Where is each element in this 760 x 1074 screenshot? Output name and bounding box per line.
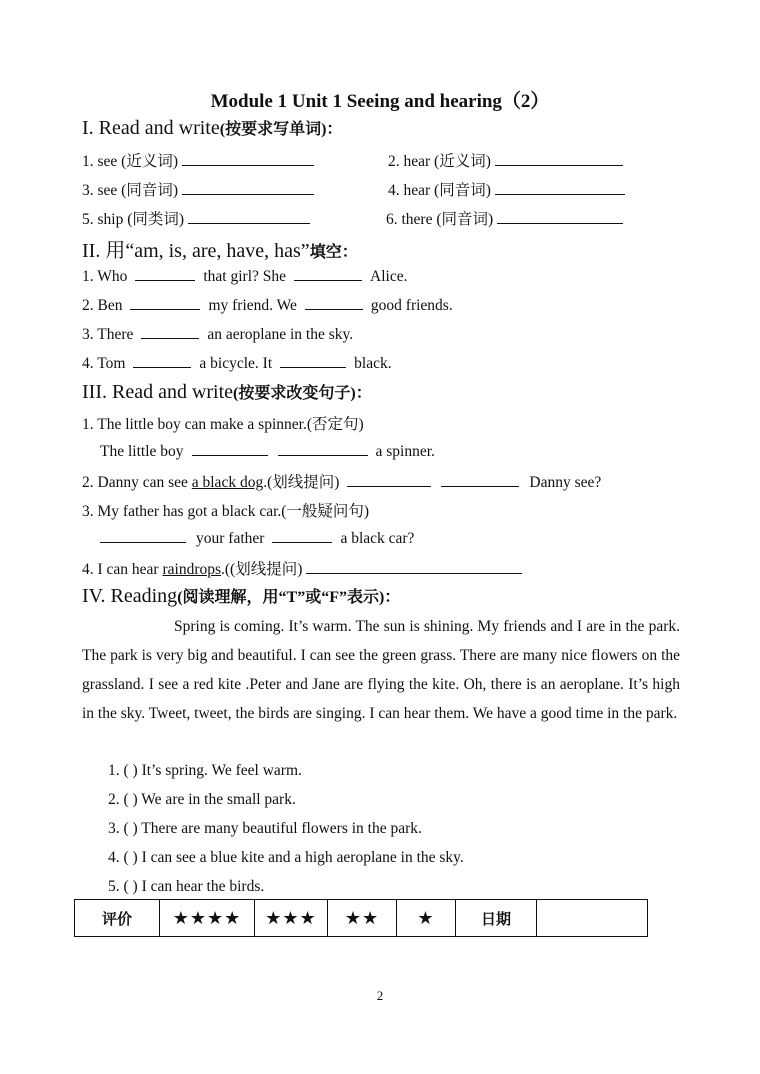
section-2-title: II. 用“am, is, are, have, has” [82, 240, 310, 262]
answer-blank[interactable] [495, 151, 623, 166]
date-label: 日期 [456, 900, 537, 937]
s2-line-4-b: a bicycle. It [199, 355, 273, 372]
s2-line-1-a: 1. Who [82, 268, 128, 285]
answer-blank[interactable] [495, 180, 625, 195]
s2-line-4-a: 4. Tom [82, 355, 126, 372]
rating-one-star[interactable]: ★ [397, 900, 456, 937]
evaluation-table [74, 899, 648, 937]
s2-line-3 [82, 324, 353, 344]
answer-blank[interactable] [306, 559, 522, 574]
answer-blank[interactable] [133, 353, 191, 368]
s3-q4-a: 4. I can hear [82, 561, 163, 578]
answer-blank[interactable] [280, 353, 346, 368]
date-value-cell[interactable] [537, 900, 648, 937]
s1-item-2 [388, 149, 627, 171]
section-1-title: I. Read and write [82, 117, 220, 139]
section-3-heading [82, 380, 372, 404]
s3-q4 [82, 557, 526, 579]
s2-line-3-b: an aeroplane in the sky. [207, 326, 354, 343]
s1-item-6-text: 6. there (同音词) [386, 211, 494, 228]
s2-line-2-a: 2. Ben [82, 297, 123, 314]
reading-question-5: 5. ( ) I can hear the birds. [108, 878, 265, 895]
s1-item-5 [82, 207, 314, 229]
answer-blank[interactable] [347, 472, 431, 487]
s1-item-3-text: 3. see (同音词) [82, 182, 178, 199]
reading-question-4: 4. ( ) I can see a blue kite and a high aeroplane in the sky. [108, 849, 464, 866]
answer-blank[interactable] [441, 472, 519, 487]
evaluation-label: 评价 [75, 900, 160, 937]
s3-q2-b: .(划线提问) [263, 474, 340, 491]
s2-line-1-c: Alice. [370, 268, 408, 285]
rating-four-stars[interactable]: ★★★★ [160, 900, 255, 937]
section-4-heading [82, 584, 400, 608]
s3-q2 [82, 470, 601, 492]
s1-item-4-text: 4. hear (同音词) [388, 182, 491, 199]
answer-blank[interactable] [278, 441, 368, 456]
rating-two-stars[interactable]: ★★ [328, 900, 397, 937]
answer-blank[interactable] [192, 441, 268, 456]
answer-blank[interactable] [130, 295, 200, 310]
s3-q1-answer-line [100, 441, 435, 461]
page-title: Module 1 Unit 1 Seeing and hearing（2） [210, 91, 550, 112]
answer-blank[interactable] [272, 528, 332, 543]
answer-blank[interactable] [182, 180, 314, 195]
s3-q4-b: .((划线提问) [221, 561, 303, 578]
reading-question-1: 1. ( ) It’s spring. We feel warm. [108, 762, 302, 779]
s1-item-1-text: 1. see (近义词) [82, 153, 178, 170]
s3-q2-c: Danny see? [529, 474, 602, 491]
s3-q3-answer-line [100, 528, 414, 548]
s3-q4-underlined: raindrops [162, 561, 222, 578]
s2-line-3-a: 3. There [82, 326, 134, 343]
answer-blank[interactable] [188, 209, 310, 224]
s3-q1: 1. The little boy can make a spinner.(否定句) [82, 416, 364, 433]
answer-blank[interactable] [497, 209, 623, 224]
s3-q2-underlined: a black dog [191, 474, 264, 491]
s1-item-4 [388, 178, 629, 200]
s1-item-3 [82, 178, 318, 200]
s2-line-1 [82, 266, 407, 286]
s2-line-4-c: black. [354, 355, 392, 372]
rating-three-stars[interactable]: ★★★ [255, 900, 328, 937]
section-4-instruction: (阅读理解，用“T”或“F”表示)： [177, 589, 401, 606]
s1-item-2-text: 2. hear (近义词) [388, 153, 491, 170]
s2-line-2-c: good friends. [370, 297, 453, 314]
s3-q2-a: 2. Danny can see [82, 474, 192, 491]
section-2-heading [82, 234, 358, 263]
reading-passage: Spring is coming. It’s warm. The sun is shining. My friends and I are in the park. The park is very big and beautiful. I can see the green grass. There are many nice flowers on the grassland. I see a red kite .Peter and Jane are flying the kite. Oh, there is an aeroplane. It’s high in the sky. Tweet, tweet, the birds are singing. I can hear them. We have a good time in the park. [82, 618, 680, 722]
reading-question-2: 2. ( ) We are in the small park. [108, 791, 296, 808]
s1-item-1 [82, 149, 318, 171]
s2-line-1-b: that girl? She [203, 268, 287, 285]
section-4-title: IV. Reading [82, 585, 178, 607]
answer-blank[interactable] [305, 295, 363, 310]
answer-blank[interactable] [141, 324, 199, 339]
s2-line-4 [82, 353, 392, 373]
answer-blank[interactable] [182, 151, 314, 166]
s3-q1a-b: a spinner. [375, 443, 435, 460]
section-1-heading [82, 116, 342, 140]
s1-item-5-text: 5. ship (同类词) [82, 211, 185, 228]
evaluation-row [75, 900, 648, 937]
answer-blank[interactable] [294, 266, 362, 281]
s2-line-2 [82, 295, 453, 315]
section-3-instruction: (按要求改变句子)： [233, 385, 372, 402]
s3-q3a-a: your father [196, 530, 265, 547]
s3-q3a-b: a black car? [340, 530, 415, 547]
section-3-title: III. Read and write [82, 381, 234, 403]
section-2-instruction: 填空： [309, 244, 358, 261]
reading-question-3: 3. ( ) There are many beautiful flowers in the park. [108, 820, 422, 837]
s2-line-2-b: my friend. We [208, 297, 297, 314]
page-number: 2 [376, 988, 384, 1003]
answer-blank[interactable] [135, 266, 195, 281]
section-1-instruction: (按要求写单词)： [219, 121, 343, 138]
answer-blank[interactable] [100, 528, 186, 543]
s3-q3: 3. My father has got a black car.(一般疑问句) [82, 503, 370, 520]
s1-item-6 [386, 207, 627, 229]
s3-q1a-a: The little boy [100, 443, 184, 460]
